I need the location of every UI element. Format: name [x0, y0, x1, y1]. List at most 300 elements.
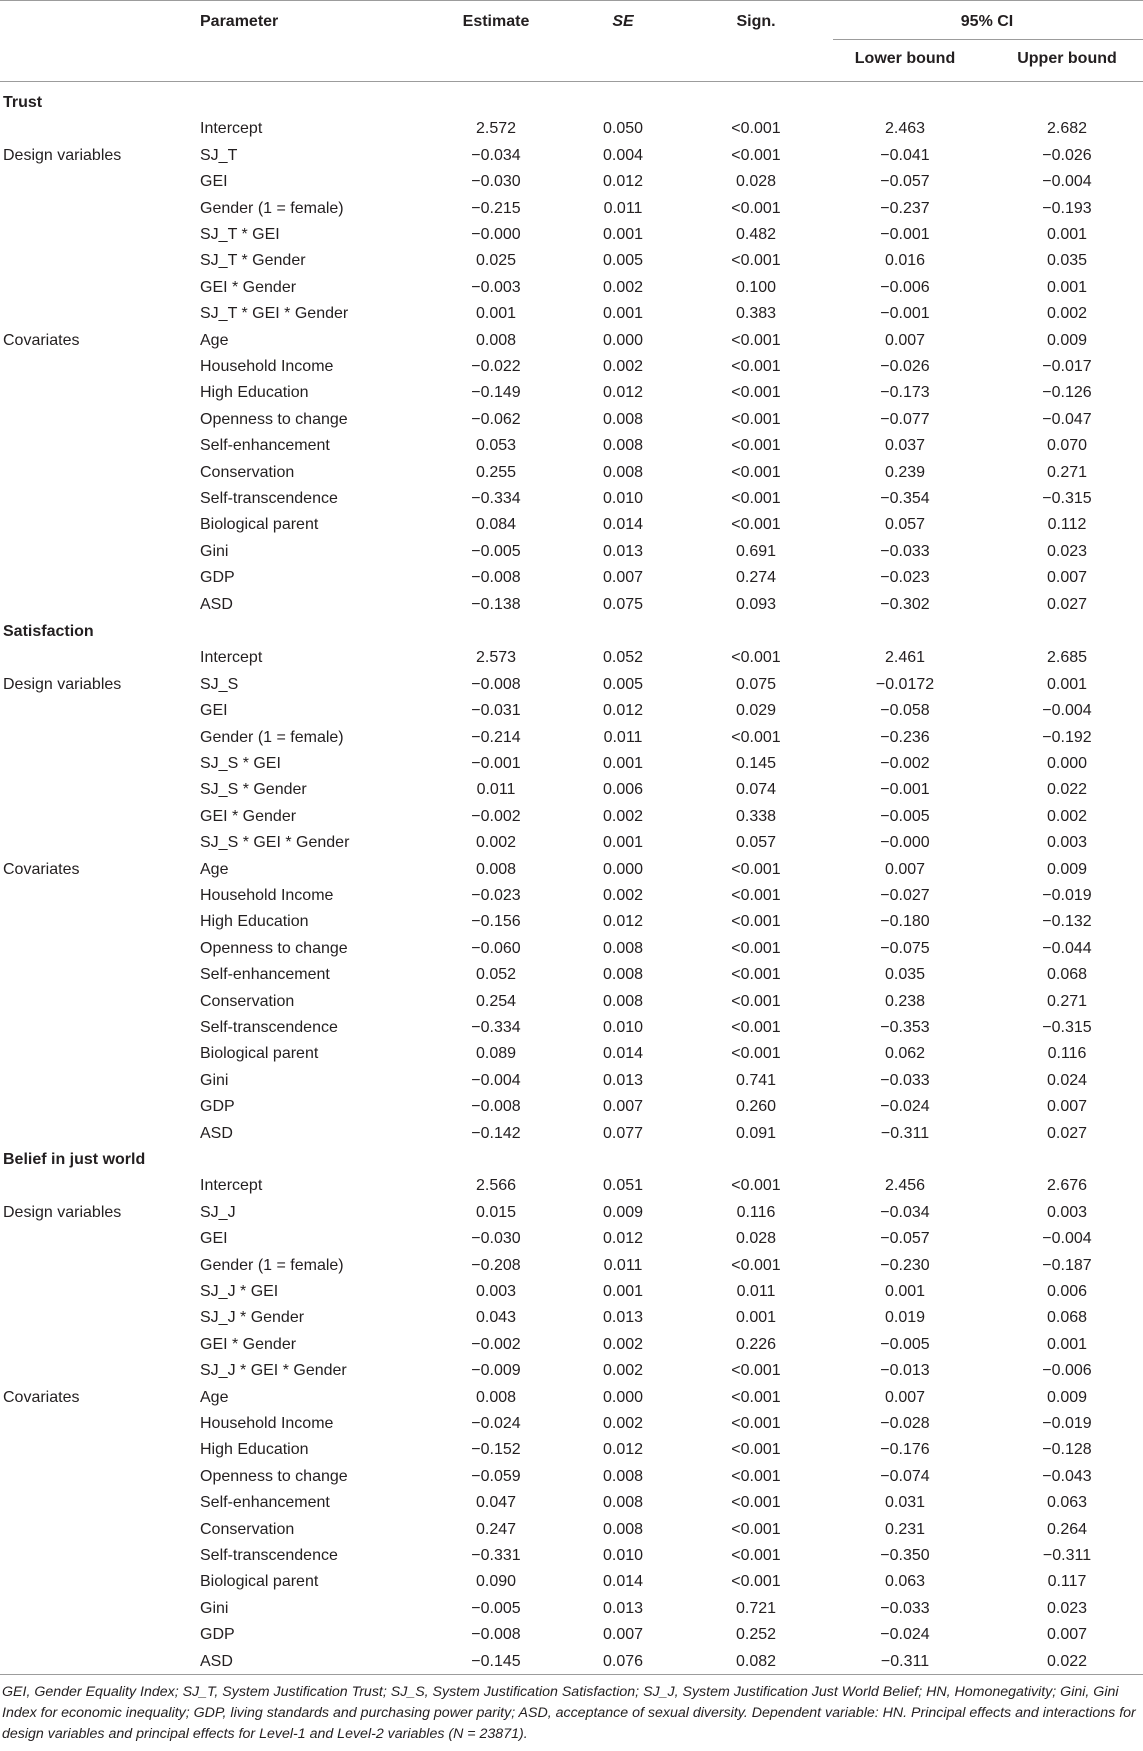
parameter-cell: GEI — [200, 1230, 228, 1247]
upper-bound-cell: −0.311 — [1042, 1547, 1092, 1564]
upper-bound-cell: 0.007 — [1046, 1098, 1088, 1115]
sign-cell: <0.001 — [731, 200, 781, 217]
parameter-cell: Gini — [200, 1072, 229, 1089]
sign-cell: <0.001 — [731, 120, 781, 137]
lower-bound-cell: −0.302 — [880, 596, 930, 613]
parameter-cell: SJ_J * GEI * Gender — [200, 1362, 347, 1379]
estimate-cell: −0.142 — [471, 1125, 521, 1142]
lower-bound-cell: −0.024 — [880, 1626, 930, 1643]
estimate-cell: −0.005 — [471, 543, 521, 560]
se-cell: 0.013 — [602, 1600, 644, 1617]
estimate-cell: −0.002 — [471, 808, 521, 825]
upper-bound-cell: 0.023 — [1046, 1600, 1088, 1617]
estimate-cell: 0.025 — [475, 252, 517, 269]
estimate-cell: −0.214 — [471, 729, 521, 746]
se-cell: 0.001 — [602, 1283, 644, 1300]
estimate-cell: 2.573 — [475, 649, 517, 666]
sign-cell: <0.001 — [731, 384, 781, 401]
header-lower-bound: Lower bound — [854, 50, 956, 67]
se-cell: 0.013 — [602, 1309, 644, 1326]
parameter-cell: GEI * Gender — [200, 279, 297, 296]
estimate-cell: 0.254 — [475, 993, 517, 1010]
lower-bound-cell: 0.062 — [884, 1045, 926, 1062]
sign-cell: <0.001 — [731, 913, 781, 930]
se-cell: 0.008 — [602, 464, 644, 481]
parameter-cell: Gender (1 = female) — [200, 729, 344, 746]
parameter-cell: SJ_S * GEI — [200, 755, 281, 772]
sign-cell: 0.074 — [735, 781, 777, 798]
estimate-cell: 0.003 — [475, 1283, 517, 1300]
sign-cell: 0.274 — [735, 569, 777, 586]
sign-cell: 0.145 — [735, 755, 777, 772]
lower-bound-cell: −0.353 — [880, 1019, 930, 1036]
sign-cell: <0.001 — [731, 887, 781, 904]
upper-bound-cell: −0.019 — [1042, 887, 1092, 904]
lower-bound-cell: −0.028 — [880, 1415, 930, 1432]
estimate-cell: −0.034 — [471, 147, 521, 164]
parameter-cell: High Education — [200, 1441, 309, 1458]
sign-cell: <0.001 — [731, 252, 781, 269]
se-cell: 0.001 — [602, 834, 644, 851]
estimate-cell: −0.062 — [471, 411, 521, 428]
estimate-cell: 0.053 — [475, 437, 517, 454]
parameter-cell: Household Income — [200, 358, 334, 375]
parameter-cell: Openness to change — [200, 1468, 348, 1485]
se-cell: 0.010 — [602, 1547, 644, 1564]
sign-cell: 0.691 — [735, 543, 777, 560]
footnote-n-symbol: N — [453, 1726, 464, 1742]
sign-cell: 0.721 — [735, 1600, 777, 1617]
parameter-cell: Age — [200, 1389, 229, 1406]
se-cell: 0.008 — [602, 1494, 644, 1511]
se-cell: 0.002 — [602, 279, 644, 296]
upper-bound-cell: 0.001 — [1046, 1336, 1088, 1353]
se-cell: 0.012 — [602, 702, 644, 719]
parameter-cell: SJ_T — [200, 147, 238, 164]
se-cell: 0.002 — [602, 808, 644, 825]
section-title: Trust — [3, 94, 43, 111]
lower-bound-cell: −0.033 — [880, 1072, 930, 1089]
lower-bound-cell: 0.239 — [884, 464, 926, 481]
upper-bound-cell: 0.264 — [1046, 1521, 1088, 1538]
upper-bound-cell: 0.271 — [1046, 993, 1088, 1010]
parameter-cell: GEI — [200, 702, 228, 719]
upper-bound-cell: −0.187 — [1042, 1257, 1092, 1274]
upper-bound-cell: −0.315 — [1042, 1019, 1092, 1036]
estimate-cell: −0.008 — [471, 676, 521, 693]
lower-bound-cell: −0.180 — [880, 913, 930, 930]
se-cell: 0.008 — [602, 1521, 644, 1538]
upper-bound-cell: 2.685 — [1046, 649, 1088, 666]
estimate-cell: −0.008 — [471, 569, 521, 586]
se-cell: 0.012 — [602, 1441, 644, 1458]
header-upper-bound: Upper bound — [1017, 50, 1117, 67]
parameter-cell: Biological parent — [200, 516, 319, 533]
estimate-cell: 0.011 — [476, 781, 516, 798]
se-cell: 0.002 — [602, 1362, 644, 1379]
estimate-cell: −0.008 — [471, 1626, 521, 1643]
parameter-cell: Gini — [200, 1600, 229, 1617]
se-cell: 0.012 — [602, 913, 644, 930]
parameter-cell: SJ_T * GEI — [200, 226, 280, 243]
upper-bound-cell: 2.676 — [1046, 1177, 1088, 1194]
upper-bound-cell: 0.001 — [1046, 226, 1088, 243]
se-cell: 0.012 — [602, 1230, 644, 1247]
estimate-cell: −0.215 — [471, 200, 521, 217]
se-cell: 0.050 — [602, 120, 644, 137]
upper-bound-cell: 0.007 — [1046, 569, 1088, 586]
estimate-cell: −0.149 — [471, 384, 521, 401]
estimate-cell: −0.208 — [471, 1257, 521, 1274]
lower-bound-cell: −0.024 — [880, 1098, 930, 1115]
upper-bound-cell: 0.112 — [1047, 516, 1087, 533]
estimate-cell: −0.059 — [471, 1468, 521, 1485]
se-cell: 0.000 — [602, 332, 644, 349]
estimate-cell: 0.008 — [475, 861, 517, 878]
parameter-cell: Household Income — [200, 1415, 334, 1432]
se-cell: 0.002 — [602, 887, 644, 904]
header-ci: 95% CI — [960, 13, 1014, 30]
parameter-cell: High Education — [200, 913, 309, 930]
lower-bound-cell: −0.230 — [880, 1257, 930, 1274]
upper-bound-cell: 0.070 — [1046, 437, 1088, 454]
estimate-cell: 2.566 — [475, 1177, 517, 1194]
lower-bound-cell: 0.037 — [884, 437, 926, 454]
upper-bound-cell: −0.132 — [1042, 913, 1092, 930]
se-cell: 0.014 — [602, 1045, 644, 1062]
se-cell: 0.013 — [602, 1072, 644, 1089]
ci-spanner-rule — [833, 39, 1143, 40]
upper-bound-cell: 0.116 — [1047, 1045, 1087, 1062]
lower-bound-cell: 2.456 — [884, 1177, 926, 1194]
sign-cell: <0.001 — [731, 940, 781, 957]
upper-bound-cell: 0.271 — [1046, 464, 1088, 481]
sign-cell: <0.001 — [731, 437, 781, 454]
parameter-cell: Gini — [200, 543, 229, 560]
estimate-cell: 0.015 — [475, 1204, 517, 1221]
upper-bound-cell: 0.009 — [1046, 332, 1088, 349]
lower-bound-cell: −0.077 — [880, 411, 930, 428]
parameter-cell: Conservation — [200, 1521, 295, 1538]
upper-bound-cell: −0.315 — [1042, 490, 1092, 507]
parameter-cell: Intercept — [200, 120, 263, 137]
sign-cell: <0.001 — [731, 1441, 781, 1458]
se-cell: 0.010 — [602, 1019, 644, 1036]
parameter-cell: GEI * Gender — [200, 808, 297, 825]
upper-bound-cell: 0.027 — [1046, 596, 1088, 613]
sign-cell: <0.001 — [731, 332, 781, 349]
estimate-cell: −0.030 — [471, 1230, 521, 1247]
estimate-cell: −0.022 — [471, 358, 521, 375]
sign-cell: 0.082 — [735, 1653, 777, 1670]
se-cell: 0.010 — [602, 490, 644, 507]
estimate-cell: −0.334 — [471, 1019, 521, 1036]
sign-cell: 0.100 — [735, 279, 777, 296]
footnote-text: GEI, Gender Equality Index; SJ_T, System Justification Trust; SJ_S, System Justification Satisfaction; SJ_J, System Justification Just World Belief; HN, Homonegativity; Gini, Gini Index for economic inequality; GDP, living standards and purchasing power parity; ASD, acceptance of sexual diversity. Dependent variable: HN. Principal effects and interactions for design variables and principal effects for Level-1 and Level-2 variables ( — [2, 1684, 1136, 1742]
parameter-cell: GDP — [200, 569, 235, 586]
group-label: Covariates — [3, 1389, 80, 1406]
parameter-cell: Household Income — [200, 887, 334, 904]
parameter-cell: Age — [200, 861, 229, 878]
lower-bound-cell: −0.001 — [880, 781, 930, 798]
table-footnote — [2, 1682, 1140, 1745]
sign-cell: 0.116 — [736, 1204, 776, 1221]
lower-bound-cell: 0.016 — [884, 252, 926, 269]
sign-cell: <0.001 — [731, 861, 781, 878]
upper-bound-cell: 0.024 — [1046, 1072, 1088, 1089]
lower-bound-cell: −0.311 — [880, 1653, 930, 1670]
se-cell: 0.004 — [602, 147, 644, 164]
lower-bound-cell: −0.236 — [880, 729, 930, 746]
table-top-rule — [0, 0, 1143, 1]
se-cell: 0.008 — [602, 437, 644, 454]
estimate-cell: −0.009 — [471, 1362, 521, 1379]
se-cell: 0.012 — [602, 384, 644, 401]
upper-bound-cell: 2.682 — [1046, 120, 1088, 137]
upper-bound-cell: 0.035 — [1046, 252, 1088, 269]
lower-bound-cell: 0.019 — [884, 1309, 926, 1326]
parameter-cell: Gender (1 = female) — [200, 200, 344, 217]
group-label: Covariates — [3, 332, 80, 349]
sign-cell: 0.482 — [735, 226, 777, 243]
lower-bound-cell: 0.231 — [884, 1521, 926, 1538]
sign-cell: 0.260 — [735, 1098, 777, 1115]
estimate-cell: −0.156 — [471, 913, 521, 930]
upper-bound-cell: 0.068 — [1046, 966, 1088, 983]
sign-cell: 0.028 — [735, 1230, 777, 1247]
upper-bound-cell: 0.009 — [1046, 861, 1088, 878]
parameter-cell: SJ_S * Gender — [200, 781, 307, 798]
sign-cell: <0.001 — [731, 411, 781, 428]
se-cell: 0.008 — [602, 411, 644, 428]
parameter-cell: SJ_J * GEI — [200, 1283, 279, 1300]
upper-bound-cell: 0.006 — [1046, 1283, 1088, 1300]
estimate-cell: −0.023 — [471, 887, 521, 904]
upper-bound-cell: −0.126 — [1042, 384, 1092, 401]
sign-cell: <0.001 — [731, 516, 781, 533]
upper-bound-cell: 0.001 — [1046, 279, 1088, 296]
lower-bound-cell: 0.238 — [884, 993, 926, 1010]
upper-bound-cell: 0.007 — [1046, 1626, 1088, 1643]
lower-bound-cell: −0.027 — [880, 887, 930, 904]
parameter-cell: Intercept — [200, 649, 263, 666]
estimate-cell: −0.331 — [471, 1547, 521, 1564]
se-cell: 0.007 — [602, 569, 644, 586]
lower-bound-cell: −0.237 — [880, 200, 930, 217]
lower-bound-cell: −0.033 — [880, 1600, 930, 1617]
upper-bound-cell: −0.006 — [1042, 1362, 1092, 1379]
section-title: Satisfaction — [3, 623, 94, 640]
estimate-cell: 0.043 — [475, 1309, 517, 1326]
estimate-cell: 0.084 — [475, 516, 517, 533]
estimate-cell: 0.047 — [475, 1494, 517, 1511]
se-cell: 0.005 — [602, 676, 644, 693]
parameter-cell: Conservation — [200, 464, 295, 481]
parameter-cell: SJ_T * GEI * Gender — [200, 305, 349, 322]
estimate-cell: −0.003 — [471, 279, 521, 296]
estimate-cell: −0.030 — [471, 173, 521, 190]
lower-bound-cell: 0.007 — [884, 1389, 926, 1406]
sign-cell: 0.741 — [735, 1072, 777, 1089]
sign-cell: 0.226 — [735, 1336, 777, 1353]
upper-bound-cell: 0.002 — [1046, 808, 1088, 825]
sign-cell: 0.001 — [735, 1309, 777, 1326]
header-se: SE — [612, 13, 634, 30]
sign-cell: <0.001 — [731, 358, 781, 375]
upper-bound-cell: 0.001 — [1046, 676, 1088, 693]
sign-cell: <0.001 — [731, 1573, 781, 1590]
parameter-cell: Self-enhancement — [200, 1494, 330, 1511]
se-cell: 0.076 — [602, 1653, 644, 1670]
sign-cell: <0.001 — [731, 993, 781, 1010]
sign-cell: 0.338 — [735, 808, 777, 825]
lower-bound-cell: −0.311 — [880, 1125, 930, 1142]
lower-bound-cell: 0.007 — [884, 861, 926, 878]
lower-bound-cell: −0.005 — [880, 1336, 930, 1353]
header-bottom-rule — [0, 81, 1143, 82]
sign-cell: <0.001 — [731, 1177, 781, 1194]
se-cell: 0.075 — [602, 596, 644, 613]
sign-cell: <0.001 — [731, 1389, 781, 1406]
sign-cell: <0.001 — [731, 1521, 781, 1538]
parameter-cell: Self-enhancement — [200, 437, 330, 454]
header-estimate: Estimate — [462, 13, 530, 30]
upper-bound-cell: −0.043 — [1042, 1468, 1092, 1485]
se-cell: 0.000 — [602, 861, 644, 878]
upper-bound-cell: 0.022 — [1046, 781, 1088, 798]
group-label: Design variables — [3, 1204, 122, 1221]
estimate-cell: −0.334 — [471, 490, 521, 507]
group-label: Covariates — [3, 861, 80, 878]
lower-bound-cell: 0.007 — [884, 332, 926, 349]
parameter-cell: SJ_T * Gender — [200, 252, 306, 269]
upper-bound-cell: 0.000 — [1046, 755, 1088, 772]
se-cell: 0.002 — [602, 358, 644, 375]
se-cell: 0.011 — [603, 200, 643, 217]
lower-bound-cell: −0.354 — [880, 490, 930, 507]
upper-bound-cell: 0.003 — [1046, 1204, 1088, 1221]
estimate-cell: 0.008 — [475, 1389, 517, 1406]
se-cell: 0.012 — [602, 173, 644, 190]
sign-cell: <0.001 — [731, 490, 781, 507]
lower-bound-cell: −0.026 — [880, 358, 930, 375]
parameter-cell: Self-transcendence — [200, 1019, 338, 1036]
upper-bound-cell: 0.002 — [1046, 305, 1088, 322]
sign-cell: <0.001 — [731, 1494, 781, 1511]
parameter-cell: GDP — [200, 1626, 235, 1643]
estimate-cell: 0.090 — [475, 1573, 517, 1590]
upper-bound-cell: −0.044 — [1042, 940, 1092, 957]
lower-bound-cell: −0.006 — [880, 279, 930, 296]
lower-bound-cell: −0.058 — [880, 702, 930, 719]
parameter-cell: GEI — [200, 173, 228, 190]
estimate-cell: 2.572 — [475, 120, 517, 137]
section-title: Belief in just world — [3, 1151, 146, 1168]
sign-cell: <0.001 — [731, 464, 781, 481]
upper-bound-cell: −0.193 — [1042, 200, 1092, 217]
se-cell: 0.002 — [602, 1415, 644, 1432]
lower-bound-cell: −0.074 — [880, 1468, 930, 1485]
se-cell: 0.006 — [602, 781, 644, 798]
upper-bound-cell: 0.009 — [1046, 1389, 1088, 1406]
sign-cell: <0.001 — [731, 1045, 781, 1062]
header-parameter: Parameter — [200, 13, 279, 30]
table-bottom-rule — [0, 1674, 1143, 1675]
parameter-cell: SJ_S * GEI * Gender — [200, 834, 350, 851]
se-cell: 0.014 — [602, 516, 644, 533]
se-cell: 0.014 — [602, 1573, 644, 1590]
se-cell: 0.052 — [602, 649, 644, 666]
estimate-cell: 0.008 — [475, 332, 517, 349]
estimate-cell: 0.255 — [475, 464, 517, 481]
lower-bound-cell: −0.0172 — [875, 676, 935, 693]
sign-cell: <0.001 — [731, 1547, 781, 1564]
estimate-cell: −0.024 — [471, 1415, 521, 1432]
parameter-cell: Intercept — [200, 1177, 263, 1194]
se-cell: 0.001 — [602, 755, 644, 772]
upper-bound-cell: −0.017 — [1042, 358, 1092, 375]
se-cell: 0.051 — [602, 1177, 644, 1194]
upper-bound-cell: 0.027 — [1046, 1125, 1088, 1142]
sign-cell: <0.001 — [731, 649, 781, 666]
parameter-cell: Age — [200, 332, 229, 349]
parameter-cell: SJ_J * Gender — [200, 1309, 305, 1326]
lower-bound-cell: −0.002 — [880, 755, 930, 772]
lower-bound-cell: −0.000 — [880, 834, 930, 851]
parameter-cell: SJ_S — [200, 676, 239, 693]
lower-bound-cell: 0.001 — [884, 1283, 926, 1300]
sign-cell: <0.001 — [731, 1257, 781, 1274]
lower-bound-cell: 0.035 — [884, 966, 926, 983]
estimate-cell: −0.008 — [471, 1098, 521, 1115]
parameter-cell: GDP — [200, 1098, 235, 1115]
parameter-cell: Biological parent — [200, 1573, 319, 1590]
se-cell: 0.000 — [602, 1389, 644, 1406]
se-cell: 0.011 — [603, 729, 643, 746]
upper-bound-cell: 0.022 — [1046, 1653, 1088, 1670]
lower-bound-cell: −0.350 — [880, 1547, 930, 1564]
se-cell: 0.013 — [602, 543, 644, 560]
upper-bound-cell: −0.128 — [1042, 1441, 1092, 1458]
lower-bound-cell: −0.057 — [880, 173, 930, 190]
estimate-cell: 0.002 — [475, 834, 517, 851]
upper-bound-cell: 0.063 — [1046, 1494, 1088, 1511]
parameter-cell: High Education — [200, 384, 309, 401]
lower-bound-cell: −0.057 — [880, 1230, 930, 1247]
lower-bound-cell: −0.041 — [880, 147, 930, 164]
sign-cell: 0.093 — [735, 596, 777, 613]
parameter-cell: Self-transcendence — [200, 490, 338, 507]
sign-cell: <0.001 — [731, 147, 781, 164]
upper-bound-cell: −0.026 — [1042, 147, 1092, 164]
group-label: Design variables — [3, 147, 122, 164]
sign-cell: 0.029 — [735, 702, 777, 719]
parameter-cell: SJ_J — [200, 1204, 236, 1221]
estimate-cell: −0.152 — [471, 1441, 521, 1458]
estimate-cell: 0.001 — [475, 305, 517, 322]
se-cell: 0.002 — [602, 1336, 644, 1353]
sign-cell: <0.001 — [731, 966, 781, 983]
sign-cell: 0.252 — [735, 1626, 777, 1643]
upper-bound-cell: −0.047 — [1042, 411, 1092, 428]
sign-cell: <0.001 — [731, 1019, 781, 1036]
estimate-cell: 0.089 — [475, 1045, 517, 1062]
parameter-cell: Self-enhancement — [200, 966, 330, 983]
lower-bound-cell: 0.057 — [884, 516, 926, 533]
se-cell: 0.007 — [602, 1626, 644, 1643]
estimate-cell: −0.004 — [471, 1072, 521, 1089]
sign-cell: 0.011 — [736, 1283, 776, 1300]
